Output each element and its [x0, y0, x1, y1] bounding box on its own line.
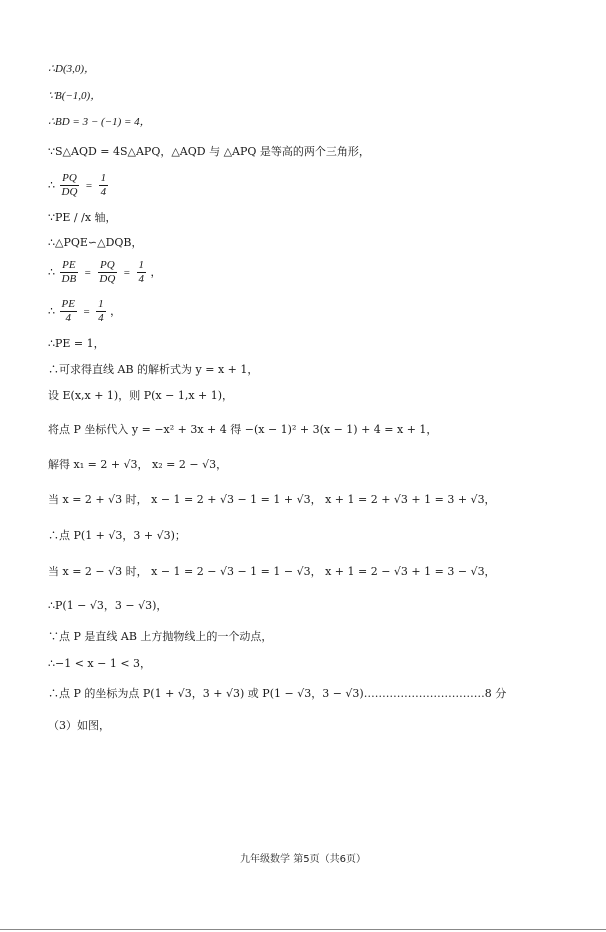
- therefore-symbol: ∴: [48, 304, 55, 318]
- numerator: PE: [61, 298, 75, 310]
- denominator: 4: [65, 312, 71, 324]
- text-line: ∴BD = 3 − (−1) = 4，: [48, 116, 151, 128]
- denominator: 4: [98, 312, 104, 324]
- fraction: [99, 172, 109, 199]
- text-line: ∵B(−1,0)，: [48, 90, 102, 102]
- text-line: ∵点 P 是直线 AB 上方抛物线上的一个动点，: [48, 630, 273, 643]
- denominator: DB: [61, 273, 77, 285]
- text-line: 设 E(x,x + 1)，则 P(x − 1,x + 1)，: [48, 389, 234, 402]
- numerator: PQ: [100, 259, 115, 271]
- denominator: 4: [100, 186, 107, 198]
- equals-sign: =: [84, 266, 91, 279]
- fraction: [60, 172, 80, 199]
- denominator: 4: [138, 273, 144, 285]
- therefore-symbol: ∴: [48, 265, 55, 279]
- text-line: ∵PE / /x 轴，: [48, 211, 117, 224]
- text-line: ∴PE = 1，: [48, 337, 105, 350]
- page-footer: 九年级数学 第5页（共6页）: [240, 854, 366, 865]
- text-line: ∴△PQE∽△DQB，: [48, 236, 143, 249]
- page-edge-divider: [0, 929, 606, 930]
- equals-sign: =: [85, 179, 93, 192]
- fraction: [137, 259, 147, 286]
- text-line: 当 x = 2 + √3 时， x − 1 = 2 + √3 − 1 = 1 + √3， x + 1 = 2 + √3 + 1 = 3 + √3，: [48, 493, 496, 506]
- therefore-symbol: ∴: [48, 178, 55, 192]
- denominator: DQ: [99, 273, 116, 285]
- numerator: PQ: [62, 172, 77, 184]
- punctuation: ，: [110, 304, 122, 318]
- text-line: 解得 x₁ = 2 + √3， x₂ = 2 − √3，: [48, 458, 228, 471]
- numerator: PE: [62, 259, 76, 271]
- fraction: [97, 259, 117, 286]
- fraction-line: [48, 259, 162, 286]
- numerator: 1: [98, 298, 104, 310]
- text-line: 将点 P 坐标代入 y = −x² + 3x + 4 得 −(x − 1)² + 3(x − 1) + 4 = x + 1，: [48, 423, 438, 436]
- text-line: ∴P(1 − √3，3 − √3)，: [48, 599, 168, 612]
- text-line: ∴点 P 的坐标为点 P(1 + √3，3 + √3) 或 P(1 − √3，3 − √3)……………………………8 分: [48, 687, 507, 700]
- fraction: [60, 259, 79, 286]
- fraction-line: [48, 298, 121, 325]
- fraction: [96, 298, 106, 325]
- text-line: ∴可求得直线 AB 的解析式为 y = x + 1，: [48, 363, 259, 376]
- text-line: ∴点 P(1 + √3，3 + √3)；: [48, 529, 186, 542]
- text-line: 当 x = 2 − √3 时， x − 1 = 2 − √3 − 1 = 1 − √3， x + 1 = 2 − √3 + 1 = 3 − √3，: [48, 565, 496, 578]
- numerator: 1: [100, 172, 107, 184]
- denominator: DQ: [61, 186, 78, 198]
- text-line: ∵S△AQD = 4S△APQ，△AQD 与 △APQ 是等高的两个三角形，: [48, 145, 370, 158]
- fraction: [60, 298, 77, 325]
- punctuation: ，: [150, 265, 162, 279]
- equals-sign: =: [83, 305, 90, 318]
- text-line: （3）如图，: [48, 719, 110, 732]
- numerator: 1: [138, 259, 144, 271]
- text-line: ∴−1 < x − 1 < 3，: [48, 657, 152, 670]
- fraction-line: [48, 172, 109, 199]
- equals-sign: =: [123, 266, 130, 279]
- text-line: ∴D(3,0)，: [48, 63, 96, 75]
